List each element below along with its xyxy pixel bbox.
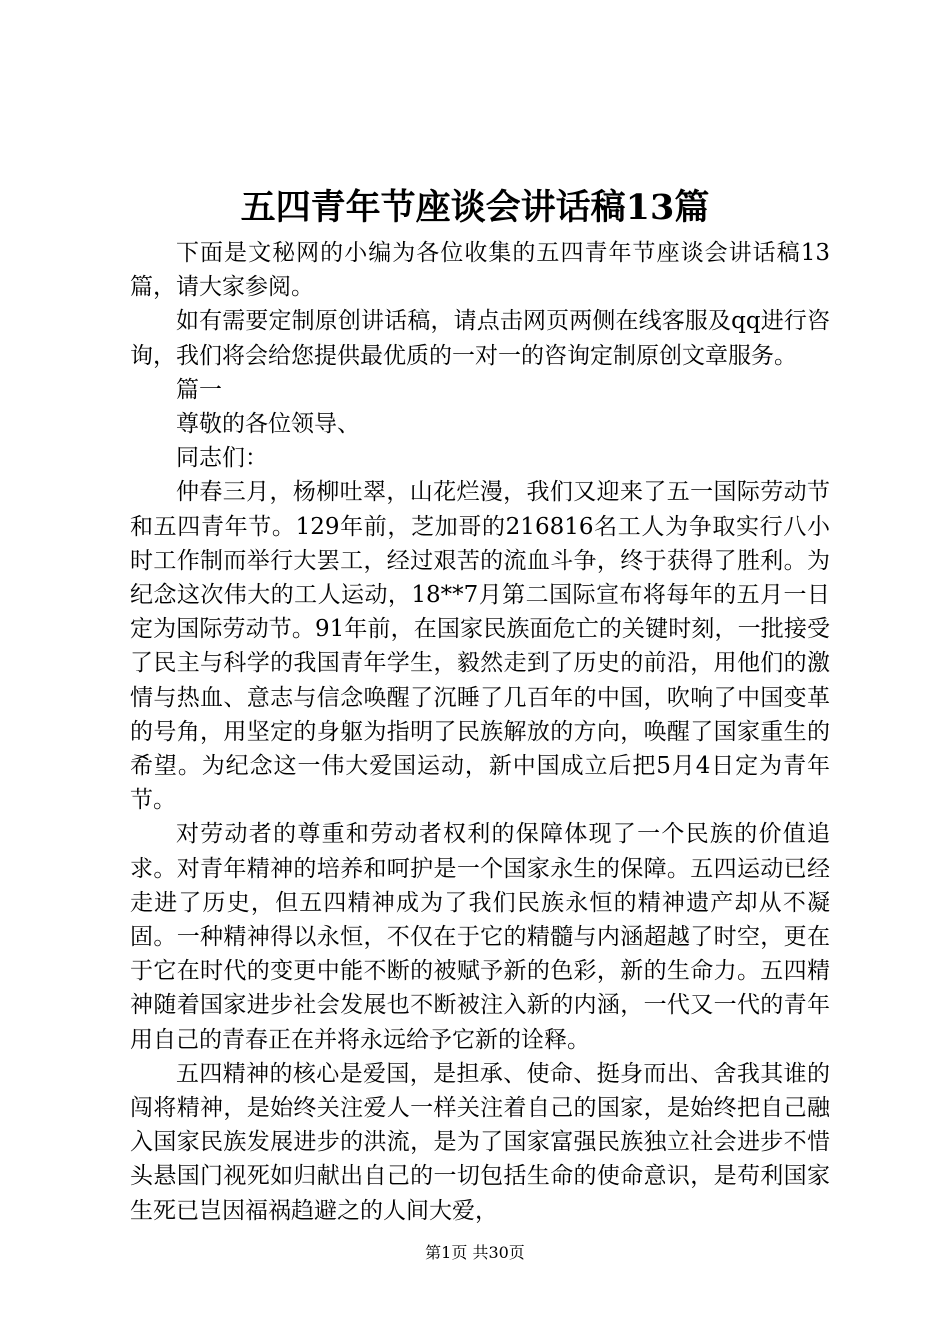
paragraph-body-2: 对劳动者的尊重和劳动者权利的保障体现了一个民族的价值追求。对青年精神的培养和呵护是一个国家永生的保障。五四运动已经走进了历史，但五四精神成为了我们民族永恒的精神遗产却从不凝固。一种精神得以永恒，不仅在于它的精髓与内涵超越了时空，更在于它在时代的变更中能不断的被赋予新的色彩，新的生命力。五四精神随着国家进步社会发展也不断被注入新的内涵，一代又一代的青年用自己的青春正在并将永远给予它新的诠释。: [130, 821, 830, 1053]
section-heading: 篇一: [176, 376, 222, 403]
document-title: 五四青年节座谈会讲话稿13篇: [240, 187, 710, 228]
salutation-line-1: 尊敬的各位领导、: [176, 411, 360, 438]
paragraph-intro: 下面是文秘网的小编为各位收集的五四青年节座谈会讲话稿13篇，请大家参阅。: [130, 240, 830, 301]
paragraph-body-1: 仲春三月，杨柳吐翠，山花烂漫，我们又迎来了五一国际劳动节和五四青年节。129年前，芝加哥的216816名工人为争取实行八小时工作制而举行大罢工，经过艰苦的流血斗争，终于获得了胜利。为纪念这次伟大的工人运动，18**7月第二国际宣布将每年的五月一日定为国际劳动节。91年前，在国家民族面危亡的关键时刻，一批接受了民主与科学的我国青年学生，毅然走到了历史的前沿，用他们的激情与热血、意志与信念唤醒了沉睡了几百年的中国，吹响了中国变革的号角，用坚定的身躯为指明了民族解放的方向，唤醒了国家重生的希望。为纪念这一伟大爱国运动，新中国成立后把5月4日定为青年节。: [130, 479, 830, 814]
document-body: [130, 236, 830, 1228]
paragraph-service-note: 如有需要定制原创讲话稿，请点击网页两侧在线客服及qq进行咨询，我们将会给您提供最优质的一对一的咨询定制原创文章服务。: [130, 308, 830, 369]
salutation-line-2: 同志们：: [176, 445, 268, 472]
page-footer: 第1页 共30页: [425, 1243, 525, 1262]
paragraph-body-3: 五四精神的核心是爱国，是担承、使命、挺身而出、舍我其谁的闯将精神，是始终关注爱人一样关注着自己的国家，是始终把自己融入国家民族发展进步的洪流，是为了国家富强民族独立社会进步不惜头悬国门视死如归献出自己的一切包括生命的使命意识，是苟利国家生死已岂因福祸趋避之的人间大爱，: [130, 1060, 830, 1224]
